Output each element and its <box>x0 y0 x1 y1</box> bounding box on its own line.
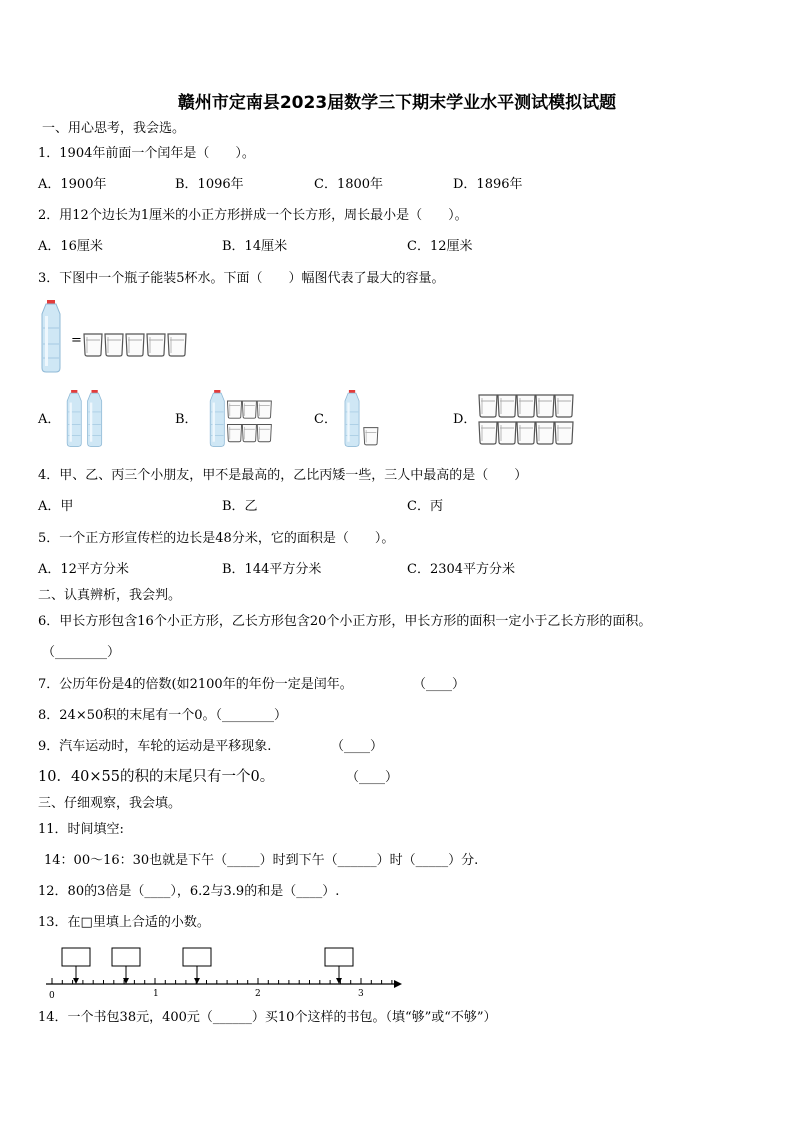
glass-cup-icon <box>168 334 186 356</box>
glass-cup-icon <box>479 395 497 417</box>
tick-label-0: 0 <box>49 991 55 1001</box>
tick-label-2: 2 <box>255 989 261 999</box>
q11-fill-line[interactable]: 14：00～16：30也就是下午（_____）时到下午（______）时（_____）分. <box>44 853 479 868</box>
equals-sign: = <box>71 333 82 348</box>
glass-cup-icon <box>536 422 554 444</box>
question-10: 10．40×55的积的末尾只有一个0。 <box>38 769 275 785</box>
q7-answer-blank[interactable]: （____） <box>413 677 466 692</box>
glass-cup-icon <box>242 424 256 441</box>
page-title: 赣州市定南县2023届数学三下期末学业水平测试模拟试题 <box>177 93 617 113</box>
question-4: 4．甲、乙、丙三个小朋友，甲不是最高的，乙比丙矮一些，三人中最高的是（ ） <box>38 468 528 483</box>
section-3-heading: 三、仔细观察，我会填。 <box>38 796 182 811</box>
glass-cup-icon <box>555 395 573 417</box>
axis-arrow <box>394 980 402 988</box>
glass-cup-icon <box>498 422 516 444</box>
glass-cup-icon <box>498 395 516 417</box>
q10-answer-blank[interactable]: （____） <box>346 770 399 785</box>
glass-cup-icon <box>364 428 378 445</box>
q1-option-a[interactable]: A．1900年 <box>38 177 107 192</box>
glass-cup-icon <box>84 334 102 356</box>
question-9: 9．汽车运动时，车轮的运动是平移现象. <box>38 739 272 754</box>
q1-option-c[interactable]: C．1800年 <box>314 177 384 192</box>
answer-box[interactable] <box>325 948 353 984</box>
glass-cup-icon <box>517 395 535 417</box>
glass-cup-icon <box>517 422 535 444</box>
q2-option-c[interactable]: C．12厘米 <box>407 239 473 254</box>
question-14[interactable]: 14．一个书包38元，400元（______）买10个这样的书包。（填“够”或“不够”） <box>38 1010 497 1025</box>
glass-cup-icon <box>257 401 271 418</box>
glass-cup-icon <box>227 424 241 441</box>
q4-option-b[interactable]: B．乙 <box>222 499 258 514</box>
glass-cup-icon <box>479 422 497 444</box>
q13-number-line <box>40 940 410 1002</box>
q2-option-b[interactable]: B．14厘米 <box>222 239 288 254</box>
glass-cup-icon <box>536 395 554 417</box>
water-bottle-icon <box>210 390 224 446</box>
q3-reference-cups <box>84 334 194 360</box>
q3-option-a[interactable]: A． <box>38 412 61 427</box>
question-2: 2．用12个边长为1厘米的小正方形拼成一个长方形，周长最小是（ ）。 <box>38 208 468 223</box>
q2-option-a[interactable]: A．16厘米 <box>38 239 103 254</box>
glass-cup-icon <box>242 401 256 418</box>
q1-option-d[interactable]: D．1896年 <box>453 177 523 192</box>
glass-cup-icon <box>555 422 573 444</box>
glass-cup-icon <box>227 401 241 418</box>
question-8[interactable]: 8．24×50积的末尾有一个0。（________） <box>38 708 288 723</box>
q4-option-a[interactable]: A．甲 <box>38 499 74 514</box>
question-5: 5．一个正方形宣传栏的边长是48分米，它的面积是（ ）。 <box>38 531 395 546</box>
q5-option-c[interactable]: C．2304平方分米 <box>407 562 516 577</box>
q5-option-b[interactable]: B．144平方分米 <box>222 562 322 577</box>
tick-label-3: 3 <box>358 989 364 999</box>
q1-option-b[interactable]: B．1096年 <box>175 177 244 192</box>
water-bottle-icon <box>42 300 60 372</box>
glass-cup-icon <box>105 334 123 356</box>
q3-option-b[interactable]: B． <box>175 412 198 427</box>
glass-cup-icon <box>257 424 271 441</box>
question-11: 11．时间填空: <box>38 822 124 837</box>
question-12[interactable]: 12．80的3倍是（____），6.2与3.9的和是（____）. <box>38 884 340 899</box>
answer-box[interactable] <box>112 948 140 984</box>
q9-answer-blank[interactable]: （____） <box>331 739 384 754</box>
section-1-heading: 一、用心思考，我会选。 <box>42 121 186 136</box>
glass-cup-icon <box>126 334 144 356</box>
question-6: 6．甲长方形包含16个小正方形，乙长方形包含20个小正方形，甲长方形的面积一定小于乙长方形的面积。 <box>38 614 652 629</box>
q3-option-c[interactable]: C． <box>314 412 337 427</box>
q3-option-a-figure <box>60 390 112 448</box>
q5-option-a[interactable]: A．12平方分米 <box>38 562 129 577</box>
q3-option-d-figure <box>479 395 573 447</box>
q3-option-b-figure <box>200 390 280 448</box>
water-bottle-icon <box>88 390 102 446</box>
question-1: 1．1904年前面一个闰年是（ ）。 <box>38 146 255 161</box>
water-bottle-icon <box>67 390 81 446</box>
q6-answer-blank[interactable]: （________） <box>42 645 121 660</box>
q3-option-c-figure <box>338 390 388 448</box>
question-7: 7．公历年份是4的倍数(如2100年的年份一定是闰年。 <box>38 677 353 692</box>
answer-box[interactable] <box>183 948 211 984</box>
tick-label-1: 1 <box>153 989 159 999</box>
question-3: 3．下图中一个瓶子能装5杯水。下面（ ）幅图代表了最大的容量。 <box>38 271 445 286</box>
question-13: 13．在□里填上合适的小数。 <box>38 915 210 930</box>
q3-option-d[interactable]: D． <box>453 412 477 427</box>
water-bottle-icon <box>345 390 359 446</box>
q4-option-c[interactable]: C．丙 <box>407 499 443 514</box>
answer-box[interactable] <box>62 948 90 984</box>
glass-cup-icon <box>147 334 165 356</box>
section-2-heading: 二、认真辨析，我会判。 <box>38 588 182 603</box>
